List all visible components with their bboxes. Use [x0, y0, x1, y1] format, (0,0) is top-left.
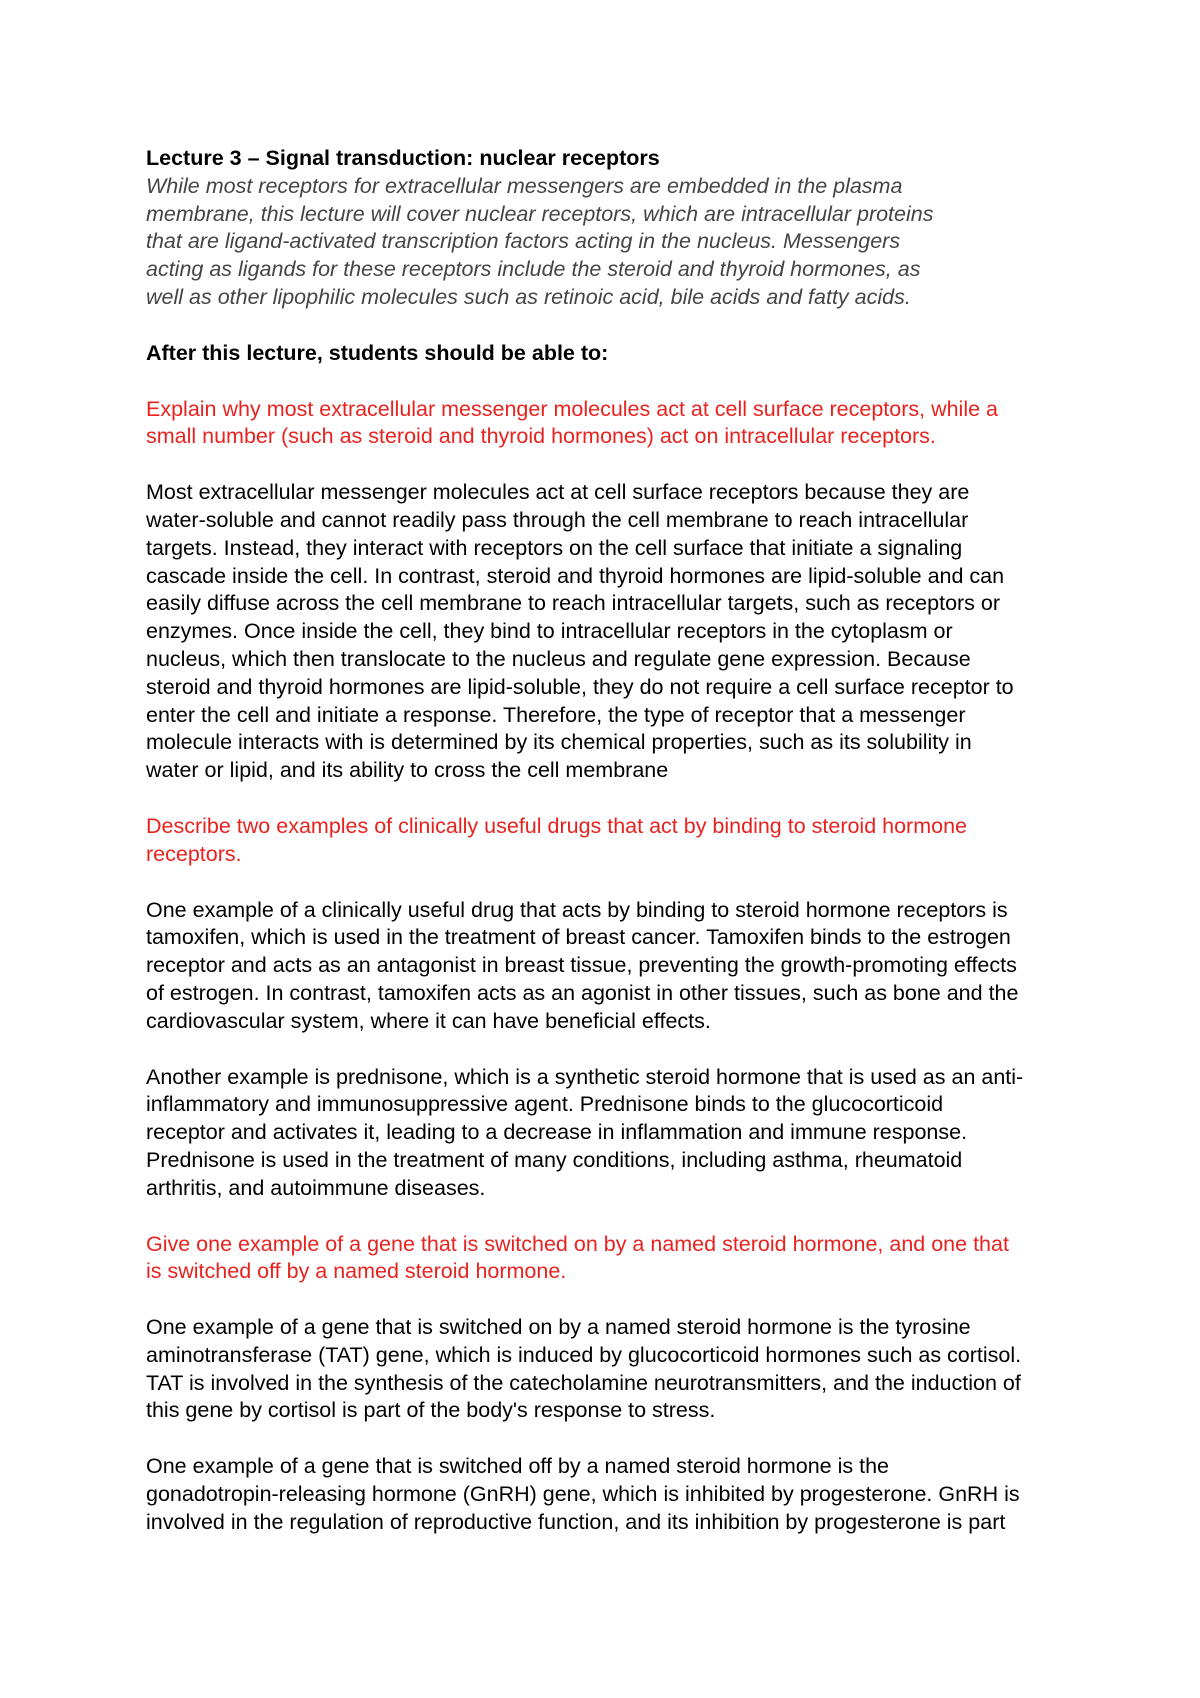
text-line: Most extracellular messenger molecules act at cell surface receptors because they are [146, 480, 970, 505]
text-line: water or lipid, and its ability to cross the cell membrane [146, 758, 669, 783]
text-line: cardiovascular system, where it can have beneficial effects. [146, 1008, 711, 1033]
objective-3-answer-switched-on [146, 1314, 1146, 1425]
intro-paragraph [146, 173, 1146, 312]
text-line: While most receptors for extracellular messengers are embedded in the plasma [146, 173, 903, 198]
text-line: Describe two examples of clinically useful drugs that act by binding to steroid hormone [146, 813, 967, 838]
objective-3-question [146, 1231, 1146, 1287]
text-line: Give one example of a gene that is switched on by a named steroid hormone, and one that [146, 1231, 1009, 1256]
text-line: is switched off by a named steroid hormone. [146, 1259, 567, 1284]
text-line: TAT is involved in the synthesis of the catecholamine neurotransmitters, and the induction of [146, 1370, 1021, 1395]
text-line: membrane, this lecture will cover nuclear receptors, which are intracellular proteins [146, 201, 934, 226]
text-line: One example of a clinically useful drug that acts by binding to steroid hormone receptors is [146, 897, 1008, 922]
text-line: molecule interacts with is determined by its chemical properties, such as its solubility in [146, 730, 972, 755]
text-line: easily diffuse across the cell membrane to reach intracellular targets, such as receptors or [146, 591, 1001, 616]
text-line: Another example is prednisone, which is a synthetic steroid hormone that is used as an anti- [146, 1064, 1024, 1089]
text-line: enzymes. Once inside the cell, they bind to intracellular receptors in the cytoplasm or [146, 619, 953, 644]
text-line: Explain why most extracellular messenger molecules act at cell surface receptors, while a [146, 396, 999, 421]
text-line: targets. Instead, they interact with receptors on the cell surface that initiate a signaling [146, 535, 963, 560]
text-line: receptors. [146, 841, 242, 866]
text-line: well as other lipophilic molecules such as retinoic acid, bile acids and fatty acids. [146, 284, 911, 309]
text-line: this gene by cortisol is part of the body's response to stress. [146, 1398, 716, 1423]
lecture-title: Lecture 3 – Signal transduction: nuclear receptors [146, 146, 660, 170]
objectives-heading: After this lecture, students should be able to: [146, 340, 609, 365]
objective-2-question [146, 813, 1146, 869]
text-line: involved in the regulation of reproductive function, and its inhibition by progesterone is part [146, 1509, 1006, 1534]
text-line: One example of a gene that is switched on by a named steroid hormone is the tyrosine [146, 1315, 971, 1340]
text-line: receptor and activates it, leading to a decrease in inflammation and immune response. [146, 1120, 968, 1145]
text-line: tamoxifen, which is used in the treatment of breast cancer. Tamoxifen binds to the estrogen [146, 925, 1011, 950]
text-line: cascade inside the cell. In contrast, steroid and thyroid hormones are lipid-soluble and can [146, 563, 1005, 588]
objective-2-answer-tamoxifen [146, 897, 1146, 1036]
text-line: nucleus, which then translocate to the nucleus and regulate gene expression. Because [146, 646, 971, 671]
text-line: that are ligand-activated transcription factors acting in the nucleus. Messengers [146, 229, 901, 254]
text-line: enter the cell and initiate a response. Therefore, the type of receptor that a messenger [146, 702, 966, 727]
text-line: gonadotropin-releasing hormone (GnRH) gene, which is inhibited by progesterone. GnRH is [146, 1482, 1020, 1507]
text-line: of estrogen. In contrast, tamoxifen acts as an agonist in other tissues, such as bone and the [146, 980, 1019, 1005]
text-line: arthritis, and autoimmune diseases. [146, 1175, 486, 1200]
text-line: inflammatory and immunosuppressive agent. Prednisone binds to the glucocorticoid [146, 1092, 944, 1117]
text-line: acting as ligands for these receptors include the steroid and thyroid hormones, as [146, 257, 921, 282]
document-page [146, 145, 1146, 1537]
text-line: water-soluble and cannot readily pass through the cell membrane to reach intracellular [146, 507, 969, 532]
text-line: Prednisone is used in the treatment of many conditions, including asthma, rheumatoid [146, 1147, 963, 1172]
text-line: One example of a gene that is switched off by a named steroid hormone is the [146, 1454, 889, 1479]
text-line: aminotransferase (TAT) gene, which is induced by glucocorticoid hormones such as cortisol. [146, 1342, 1022, 1367]
objective-3-answer-switched-off [146, 1453, 1146, 1536]
objective-1-question [146, 396, 1146, 452]
objective-1-answer [146, 479, 1146, 785]
text-line: small number (such as steroid and thyroid hormones) act on intracellular receptors. [146, 424, 936, 449]
text-line: steroid and thyroid hormones are lipid-soluble, they do not require a cell surface receptor to [146, 674, 1014, 699]
text-line: receptor and acts as an antagonist in breast tissue, preventing the growth-promoting effects [146, 953, 1017, 978]
objective-2-answer-prednisone [146, 1064, 1146, 1203]
